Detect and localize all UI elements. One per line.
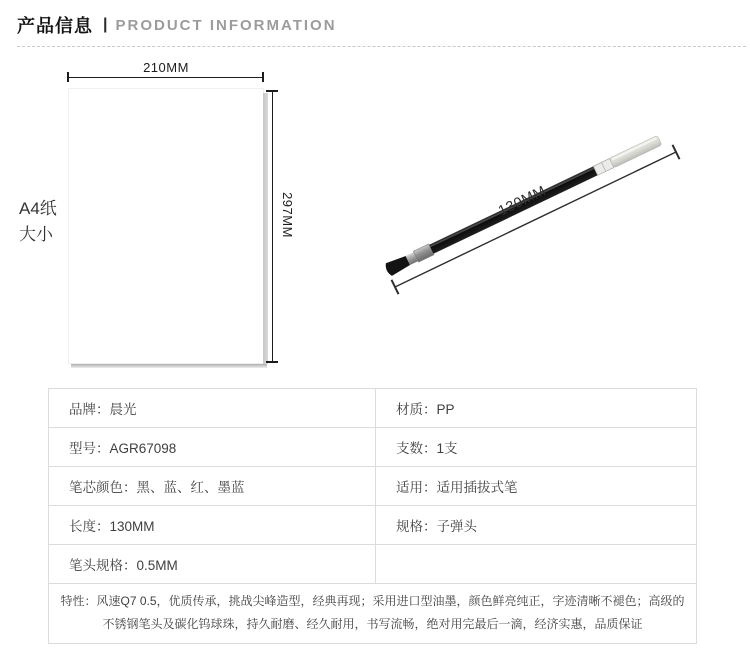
width-dim-line <box>68 77 264 78</box>
paper-sheet <box>68 88 264 364</box>
spec-table <box>48 388 697 644</box>
header-title-cn: 产品信息 <box>17 16 93 36</box>
section-header <box>17 0 746 47</box>
height-dim-tick-bottom <box>266 361 278 363</box>
height-dim-line <box>272 91 273 362</box>
width-dim-tick-right <box>262 72 264 82</box>
spec-cell-spec: 规格：子弹头 <box>396 519 477 534</box>
a4-size-label-line2: 大小 <box>19 225 53 244</box>
spec-cell-length: 长度：130MM <box>49 506 376 544</box>
feature-row <box>49 584 696 643</box>
table-row <box>49 545 696 584</box>
height-dim-label: 297MM <box>280 192 295 238</box>
a4-size-label <box>19 196 57 248</box>
header-title-en: PRODUCT INFORMATION <box>115 16 337 34</box>
length-dim-tick-end <box>673 145 680 159</box>
spec-cell-count: 支数：1支 <box>396 441 458 456</box>
spec-cell-brand: 品牌：晨光 <box>49 389 376 427</box>
height-dim-tick-top <box>266 90 278 92</box>
table-row <box>49 506 696 545</box>
spec-cell-tip-size: 笔头规格：0.5MM <box>49 545 376 583</box>
paper-shadow-right <box>263 93 268 364</box>
table-row <box>49 428 696 467</box>
width-dim-label: 210MM <box>143 60 189 75</box>
spec-cell-empty <box>376 545 696 583</box>
length-dim-label: 130MM <box>495 183 549 220</box>
table-row <box>49 467 696 506</box>
spec-cell-applicable: 适用：适用插拔式笔 <box>396 480 518 495</box>
a4-size-label-line1: A4纸 <box>19 199 57 218</box>
feature-line-1: 特性：风速Q7 0.5，优质传承，挑战尖峰造型，经典再现；采用进口型油墨，颜色鲜亮纯正，字迹清晰不褪色；高级的 <box>60 594 685 608</box>
feature-line-2: 不锈钢笔头及碳化钨球珠，持久耐磨、经久耐用，书写流畅，绝对用完最后一滴，经济实惠，品质保证 <box>102 617 643 631</box>
refill-diagram <box>355 85 705 320</box>
width-dim-tick-left <box>67 72 69 82</box>
length-dim-line <box>395 152 676 287</box>
table-row <box>49 389 696 428</box>
spec-cell-material: 材质：PP <box>396 402 455 417</box>
header-divider: | <box>103 16 108 33</box>
paper-shadow-bottom <box>71 364 267 368</box>
length-dim-tick-start <box>392 280 399 294</box>
spec-cell-ink-colors: 笔芯颜色：黑、蓝、红、墨蓝 <box>49 467 376 505</box>
spec-cell-model: 型号：AGR67098 <box>49 428 376 466</box>
